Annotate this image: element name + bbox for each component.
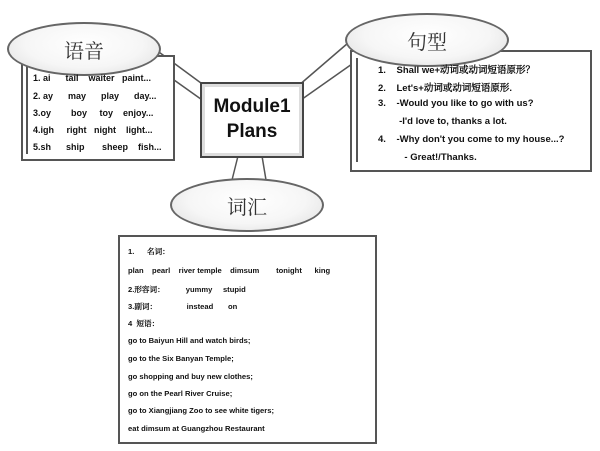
sentence-row: 4. -Why don't you come to my house...?	[378, 134, 565, 145]
pronunciation-title: 语音	[64, 38, 104, 63]
vocabulary-ellipse	[170, 178, 324, 232]
vocab-row: plan pearl river temple dimsum tonight king	[128, 266, 331, 275]
vocab-row: 2.形容词： yummy stupid	[128, 285, 246, 294]
pronunciation-row: 3.oy boy toy enjoy...	[33, 108, 154, 118]
vocab-row: go shopping and buy new clothes;	[128, 372, 253, 381]
vocab-row: go to Baiyun Hill and watch birds;	[128, 336, 251, 345]
pronunciation-row: 4.igh right night light...	[33, 125, 153, 135]
pronunciation-box-bracket	[26, 62, 33, 154]
vocab-row: go to the Six Banyan Temple;	[128, 354, 234, 363]
sentences-box-bracket	[356, 58, 363, 162]
module-subtitle: Plans	[226, 121, 278, 142]
sentence-row: 2. Let's+动词或动词短语原形.	[378, 83, 512, 94]
module-title: Module1	[213, 96, 291, 117]
module-title-box	[200, 82, 304, 158]
sentences-title: 句型	[407, 29, 447, 54]
pronunciation-row: 1. ai tail waiter paint...	[33, 73, 152, 83]
vocab-row: 1. 名词：	[128, 247, 170, 256]
pronunciation-row: 5.sh ship sheep fish...	[33, 142, 162, 152]
vocab-row: 3.副词： instead on	[128, 302, 238, 311]
vocab-row: go on the Pearl River Cruise;	[128, 389, 233, 398]
sentence-row: 1. Shall we+动词或动词短语原形？	[378, 65, 536, 76]
sentence-row: 3. -Would you like to go with us?	[378, 98, 534, 109]
sentence-row: -I'd love to, thanks a lot.	[378, 116, 507, 127]
sentence-row: - Great!/Thanks.	[378, 152, 477, 163]
vocab-row: 4 短语：	[128, 319, 160, 328]
pronunciation-ellipse	[7, 22, 161, 76]
sentences-ellipse	[345, 13, 509, 67]
vocab-row: eat dimsum at Guangzhou Restaurant	[128, 424, 265, 433]
vocab-row: go to Xiangjiang Zoo to see white tigers;	[128, 406, 274, 415]
vocabulary-title: 词汇	[227, 194, 267, 219]
pronunciation-row: 2. ay may play day...	[33, 91, 157, 101]
